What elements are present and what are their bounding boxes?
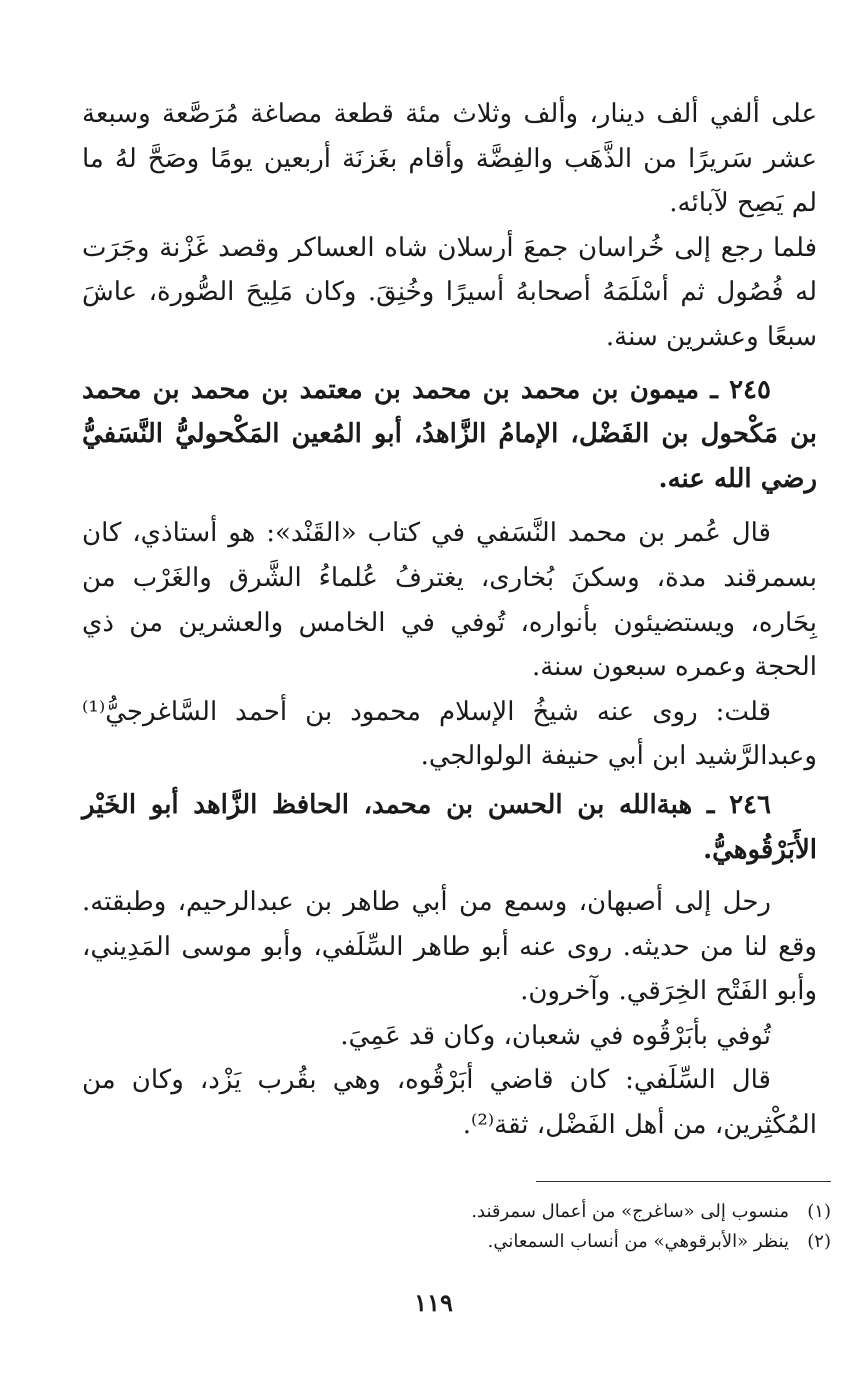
footnote bbox=[331, 1227, 831, 1257]
footnote-number: (١) bbox=[807, 1201, 831, 1222]
paragraph: قال السِّلَفي: كان قاضي أبَرْقُوه، وهي بقُرب يَزْد، وكان من المُكْثِرين، من أهل الفَضْل، ثقة⁽²⁾. bbox=[82, 1065, 817, 1141]
paragraph: تُوفي بأبَرْقُوه في شعبان، وكان قد عَمِيَ. bbox=[340, 1020, 771, 1051]
footnotes bbox=[331, 1197, 831, 1257]
main-text bbox=[82, 92, 817, 1148]
footnote-text: منسوب إلى «ساغرج» من أعمال سمرقند. bbox=[471, 1201, 789, 1222]
paragraph: فلما رجع إلى خُراسان جمعَ أرسلان شاه العساكر وقصد غَزْنة وجَرَت له فُصُول ثم أسْلَمَهُ أصحابهُ أسيرًا وخُنِقَ. وكان مَلِيحَ الصُّورة، عاشَ سبعًا وعشرين سنة. bbox=[82, 232, 817, 352]
entry-heading-246: ٢٤٦ ـ هبةالله بن الحسن بن محمد، الحافظ الزَّاهد أبو الخَيْر الأَبَرْقُوهيُّ. bbox=[82, 789, 817, 865]
page-number: ١١٩ bbox=[414, 1288, 453, 1317]
entry-heading-245: ٢٤٥ ـ ميمون بن محمد بن محمد بن معتمد بن محمد بن محمد بن مَكْحول بن الفَضْل، الإمامُ الزَّاهدُ، أبو المُعين المَكْحوليُّ النَّسَفيُّ رضي الله عنه. bbox=[82, 374, 817, 494]
paragraph: رحل إلى أصبهان، وسمع من أبي طاهر بن عبدالرحيم، وطبقته. وقع لنا من حديثه. روى عنه أبو طاهر السِّلَفي، وأبو موسى المَدِيني، وأبو الفَتْح الخِرَقي. وآخرون. bbox=[82, 887, 817, 1007]
paragraph: قال عُمر بن محمد النَّسَفي في كتاب «القَنْد»: هو أستاذي، كان بسمرقند مدة، وسكنَ بُخارى، يغترفُ عُلماءُ الشَّرق والغَرْب من بِحَاره، ويستضيئون بأنواره، تُوفي في الخامس والعشرين من ذي الحجة وعمره سبعون سنة. bbox=[82, 518, 817, 683]
paragraph: قلت: روى عنه شيخُ الإسلام محمود بن أحمد السَّاغرجيُّ⁽¹⁾ وعبدالرَّشيد ابن أبي حنيفة الولوالجي. bbox=[82, 696, 817, 772]
footnote-divider bbox=[536, 1181, 831, 1182]
footnote-text: ينظر «الأبرقوهي» من أنساب السمعاني. bbox=[487, 1231, 789, 1252]
paragraph: على ألفي ألف دينار، وألف وثلاث مئة قطعة مصاغة مُرَصَّعة وسبعة عشر سَريرًا من الذَّهَب والفِضَّة وأقام بغَزنَة أربعين يومًا وصَحَّ لهُ ما لم يَصِح لآبائه. bbox=[82, 99, 817, 219]
footnote bbox=[331, 1197, 831, 1227]
footnote-number: (٢) bbox=[807, 1231, 831, 1252]
